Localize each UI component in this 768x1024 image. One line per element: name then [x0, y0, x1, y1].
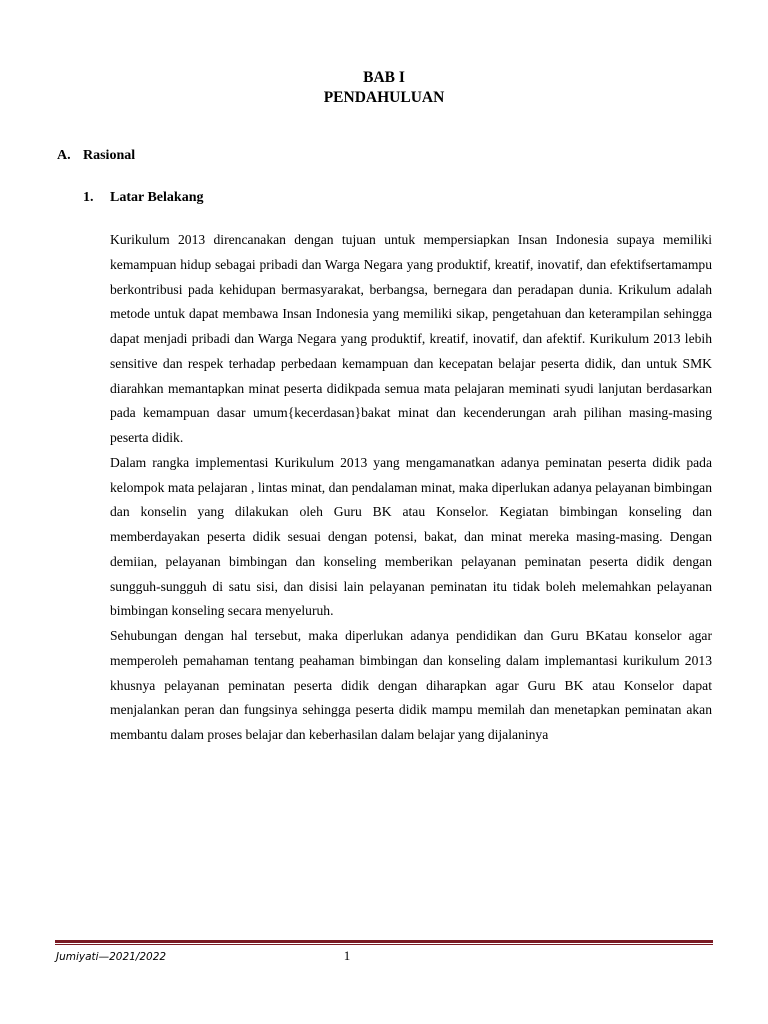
subsection-number: 1. — [83, 190, 94, 205]
section-heading — [57, 146, 135, 166]
paragraph: Sehubungan dengan hal tersebut, maka diperlukan adanya pendidikan dan Guru BKatau konselor agar memperoleh pemahaman tentang peahaman bimbingan dan konseling dalam implemantasi kurikulum 2013 khusnya pelayanan peminatan peserta didik dengan diharapkan agar Guru BK atau Konselor dapat menjalankan peran dan fungsinya sehingga peserta didik mampu memilah dan menetapkan peminatan akan membantu dalam proses belajar dan keberhasilan dalam belajar yang dijalaninya — [110, 628, 712, 742]
chapter-name: PENDAHULUAN — [323, 89, 445, 106]
paragraph: Kurikulum 2013 direncanakan dengan tujuan untuk mempersiapkan Insan Indonesia supaya memiliki kemampuan hidup sebagai pribadi dan Warga Negara yang produktif, kreatif, inovatif, dan efektifsertamampu berkontribusi pada kehidupan bermasyarakat, berbangsa, bernegara dan peradapan dunia. Krikulum adalah metode untuk dapat membawa Insan Indonesia yang memiliki sikap, pengetahuan dan keterampilan sehingga dapat menjadi pribadi dan Warga Negara yang produktif, kreatif, inovatif, dan afektif. Kurikulum 2013 lebih sensitive dan respek terhadap perbedaan kemampuan dan kecepatan belajar peserta didik, dan untuk SMK diarahkan memantapkan minat peserta didikpada semua mata pelajaran meminati syudi lanjutan berdasarkan pada kemampuan dasar umum{kecerdasan}bakat minat dan kecenderungan arah pilihan masing-masing peserta didik. — [110, 232, 712, 445]
subsection-title: Latar Belakang — [110, 190, 204, 205]
body-text — [110, 228, 712, 748]
subsection-heading — [83, 188, 203, 208]
section-title: Rasional — [83, 148, 136, 163]
page-number: 1 — [343, 948, 351, 963]
section-number: A. — [57, 148, 71, 163]
chapter-title — [0, 68, 768, 108]
paragraph: Dalam rangka implementasi Kurikulum 2013 yang mengamanatkan adanya peminatan peserta didik pada kelompok mata pelajaran , lintas minat, dan pendalaman minat, maka diperlukan adanya pelayanan bimbingan dan konselin yang dilakukan oleh Guru BK atau Konselor. Kegiatan bimbingan konseling dan memberdayakan peserta didik sesuai dengan potensi, bakat, dan minat mereka masing-masing. Dengan demiian, pelayanan bimbingan dan konseling memberikan pelayanan peminatan peserta didik dengan sungguh-sungguh di satu sisi, dan disisi lain pelayanan peminatan itu tidak boleh melemahkan pelayanan bimbingan konseling secara menyeluruh. — [110, 454, 712, 619]
footer-author: Jumiyati—2021/2022 — [56, 951, 167, 963]
footer-divider-thin — [55, 944, 713, 945]
chapter-number: BAB I — [363, 69, 405, 86]
footer-divider — [55, 940, 713, 945]
